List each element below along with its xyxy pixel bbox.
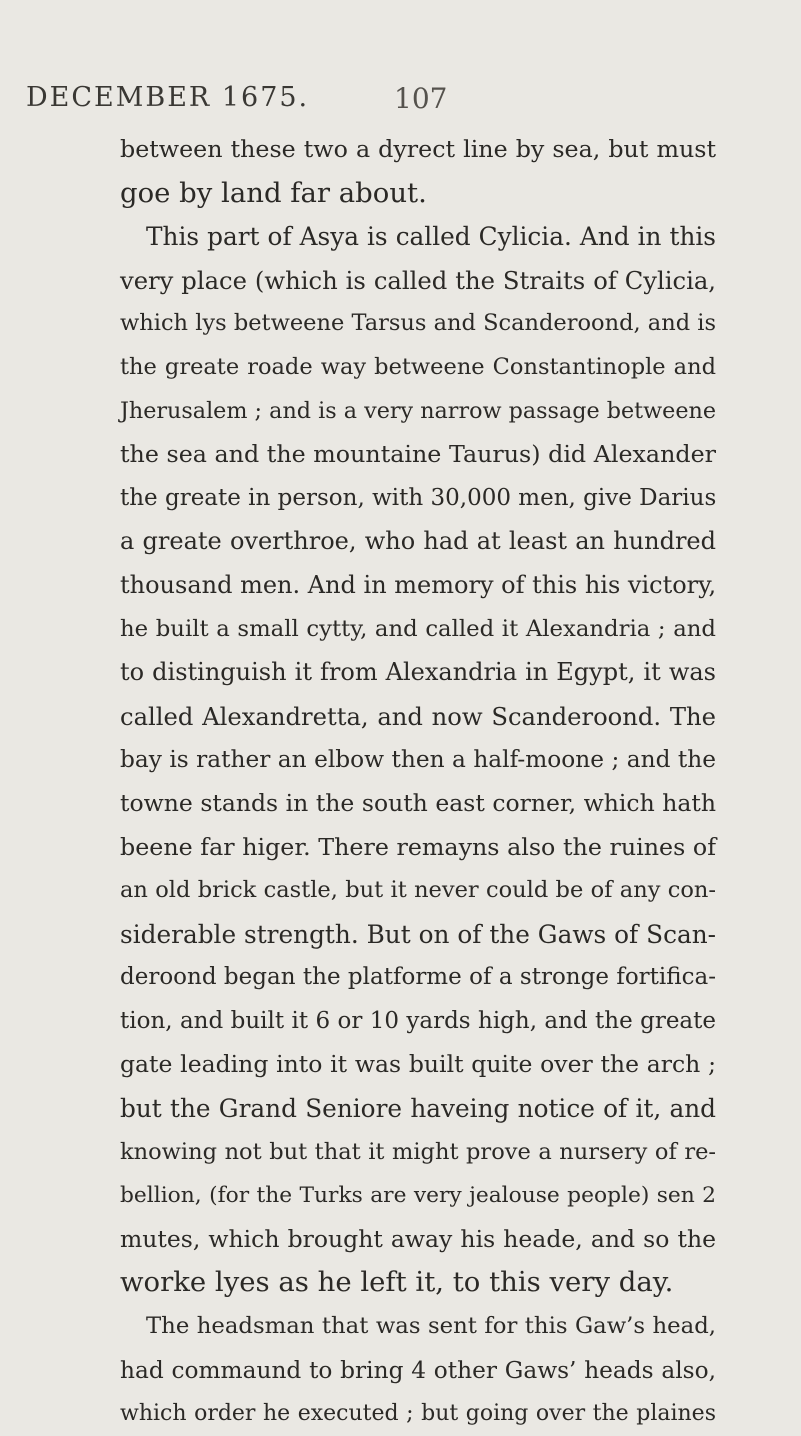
- text-line: very place (which is called the Straits of Cylicia,: [120, 265, 716, 295]
- text-line: worke lyes as he left it, to this very day.: [120, 1266, 674, 1299]
- text-line: gate leading into it was built quite over the arch ;: [120, 1050, 716, 1079]
- text-line: Jherusalem ; and is a very narrow passage betweene: [120, 397, 716, 424]
- text-line: This part of Asya is called Cylicia. And in this: [146, 222, 716, 252]
- text-line: deroond began the platforme of a stronge fortifica-: [120, 964, 716, 991]
- text-line: mutes, which brought away his heade, and so the: [120, 1224, 716, 1253]
- page-header: [26, 82, 706, 122]
- text-line: The headsman that was sent for this Gaw’s head,: [146, 1313, 716, 1340]
- text-line: beene far higer. There remayns also the ruines of: [120, 832, 716, 861]
- text-line: a greate overthroe, who had at least an hundred: [120, 527, 716, 556]
- text-line: the sea and the mountaine Taurus) did Alexander: [120, 440, 716, 469]
- text-line: he built a small cytty, and called it Alexandria ; and: [120, 615, 716, 642]
- text-line: the greate roade way betweene Constantinople and: [120, 353, 716, 380]
- text-line: which order he executed ; but going over the plaines: [120, 1401, 716, 1427]
- page-number: 107: [394, 82, 448, 115]
- text-line: goe by land far about.: [120, 176, 427, 209]
- body-text: [120, 128, 716, 1436]
- running-head: DECEMBER 1675.: [26, 82, 310, 113]
- text-line: the greate in person, with 30,000 men, give Darius: [120, 484, 717, 511]
- text-line: tion, and built it 6 or 10 yards high, and the greate: [120, 1007, 716, 1034]
- text-line: had commaund to bring 4 other Gaws’ heads also,: [120, 1356, 716, 1384]
- text-line: which lys betweene Tarsus and Scanderoond, and is: [120, 310, 716, 337]
- text-line: siderable strength. But on of the Gaws of Scan-: [120, 919, 716, 949]
- text-line: towne stands in the south east corner, which hath: [120, 788, 716, 817]
- text-line: between these two a dyrect line by sea, but must: [120, 135, 716, 163]
- text-line: thousand men. And in memory of this his victory,: [120, 570, 717, 599]
- text-line: an old brick castle, but it never could be of any con-: [120, 877, 716, 904]
- text-line: bay is rather an elbow then a half-moone ; and the: [120, 746, 716, 774]
- text-line: knowing not but that it might prove a nursery of re-: [120, 1138, 716, 1165]
- text-line: to distinguish it from Alexandria in Egypt, it was: [120, 658, 716, 687]
- text-line: bellion, (for the Turks are very jealouse people) sen 2: [120, 1183, 716, 1209]
- text-line: called Alexandretta, and now Scanderoond. The: [120, 701, 716, 731]
- text-line: but the Grand Seniore haveing notice of it, and: [120, 1094, 716, 1124]
